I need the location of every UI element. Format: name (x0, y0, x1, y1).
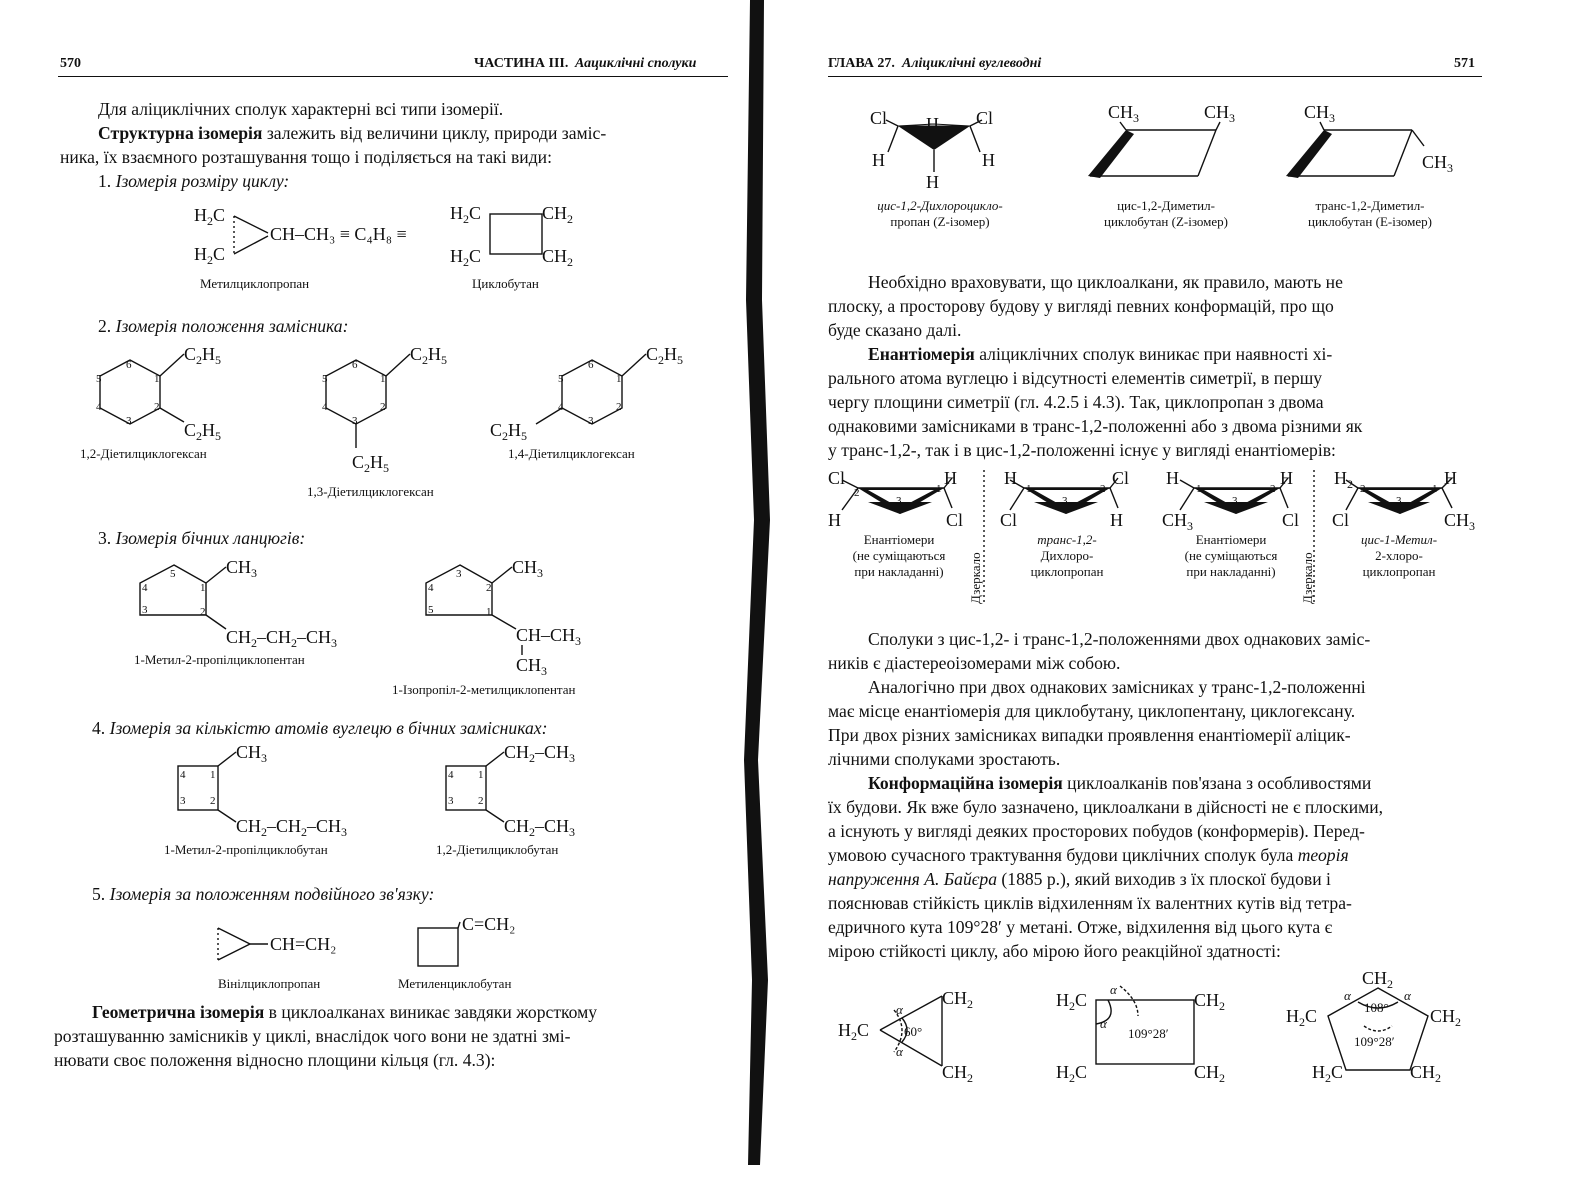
svg-text:2: 2 (854, 487, 860, 499)
svg-text:H: H (926, 114, 939, 134)
svg-text:H: H (872, 150, 885, 170)
cap-trans-dimethylcyclobutane: транс-1,2-Диметил- циклобутан (E-ізомер) (1307, 198, 1432, 229)
svg-text:4: 4 (142, 582, 148, 594)
right-page (772, 0, 1580, 1186)
svg-text:3: 3 (448, 795, 454, 807)
p5-line-7: едричного кута 109°28′ у метані. Отже, відхилення від цього кута є (828, 917, 1333, 937)
geom-line-1: Геометрична ізомерія в циклоалканах виникає завдяки жорсткому (92, 1002, 598, 1022)
svg-text:Cl: Cl (1112, 468, 1130, 488)
cap-12-diethylcyclobutane: 1,2-Діетилциклобутан (436, 842, 559, 857)
svg-text:CH2: $CH_2$ (542, 246, 574, 269)
svg-text:Cl: Cl (976, 108, 994, 128)
item5-heading: 5. Ізомерія за положенням подвійного зв'язку: (92, 884, 435, 904)
svg-text:C2H5: $C_2H_5$ (410, 344, 448, 367)
p2-line-5: у транс-1,2-, так і в цис-1,2-положенні існує у вигляді енантіомерів: (828, 440, 1336, 460)
svg-text:CH2–CH2–CH3: $CH_2-CH_2-CH_3$ (226, 627, 338, 650)
svg-text:2: 2 (210, 795, 216, 807)
svg-text:H: H (1280, 468, 1293, 488)
p1-line-3: буде сказано далі. (828, 320, 962, 340)
p3-line-1: Сполуки з цис-1,2- і транс-1,2-положеннями двох однакових заміс- (868, 629, 1371, 649)
header-part-right: ГЛАВА 27. (828, 56, 895, 71)
header-title-left: Аациклічні сполуки (575, 56, 697, 71)
structural-line-1 (98, 122, 606, 145)
cap-1-methyl-2-propylcyclopentane: 1-Метил-2-пропілциклопентан (134, 652, 305, 667)
svg-text:1: 1 (486, 606, 492, 618)
svg-text:H: H (982, 150, 995, 170)
svg-text:CH3: $CH_3$ (226, 557, 258, 580)
p5-line-8: мірою стійкості циклу, або мірою його реакційної здатності: (828, 941, 1281, 961)
page-number-left: 570 (60, 56, 81, 71)
p1-line-1: Необхідно враховувати, що циклоалкани, як правило, мають не (868, 272, 1343, 292)
svg-text:3: 3 (456, 568, 462, 580)
svg-text:CH2: $CH_2$ (1430, 1006, 1462, 1029)
cap-trans-dichloro: транс-1,2- Дихлоро- циклопропан (1030, 532, 1104, 579)
svg-text:CH3: $CH_3$ (1444, 510, 1476, 533)
svg-text:α: α (896, 1044, 903, 1059)
svg-text:H: H (1444, 468, 1457, 488)
h2c-top: $H_2C$ (194, 205, 226, 228)
svg-text:CH2–CH3: $CH_2-CH_3$ (504, 816, 576, 839)
svg-text:4: 4 (180, 769, 186, 781)
svg-text:C2H5: $C_2H_5$ (184, 420, 222, 443)
svg-text:CH3: $CH_3$ (516, 655, 548, 678)
p4-line-3: При двох різних замісниках випадки проявлення енантіомерії аліцик- (828, 725, 1351, 745)
svg-text:3: 3 (588, 415, 594, 427)
cap-vinylcyclopropane: Вінілциклопропан (218, 976, 321, 991)
p2-line-1: Енантіомерія аліциклічних сполук виникає при наявності хі- (868, 344, 1333, 364)
geom-term: Геометрична ізомерія (92, 1002, 265, 1022)
cap-methylcyclopropane: Метилциклопропан (200, 276, 310, 291)
svg-text:4: 4 (96, 401, 102, 413)
svg-text:CH2: $CH_2$ (1194, 990, 1226, 1013)
p5-line-1: Конформаційна ізомерія циклоалканів пов'язана з особливостями (868, 773, 1372, 793)
svg-text:3: 3 (142, 604, 148, 616)
cap-cis-dichlorocyclopropane: цис-1,2-Дихлороцикло- пропан (Z-ізомер) (877, 198, 1003, 229)
svg-text:H2C: $H_2C$ (838, 1020, 870, 1043)
svg-text:5: 5 (558, 373, 564, 385)
svg-text:4: 4 (558, 401, 564, 413)
mirror-label-1: Дзеркало (968, 552, 983, 604)
h2c-bottom: $H_2C$ (194, 244, 226, 267)
svg-text:3: 3 (896, 495, 902, 507)
item1-heading: 1. Ізомерія розміру циклу: (98, 171, 290, 191)
svg-text:CH3: $CH_3$ (1162, 510, 1194, 533)
p5-line-3: а існують у вигляді деяких просторових побудов (конформерів). Перед- (828, 821, 1365, 841)
svg-text:α: α (1110, 982, 1117, 997)
position-isomerism-figure (80, 340, 720, 490)
header-rule-left (58, 76, 728, 77)
header-rule-right (828, 76, 1482, 77)
vinyl-formula: CH=CH₂ (270, 934, 337, 954)
svg-text:CH2–CH2–CH3: $CH_2-CH_2-CH_3$ (236, 816, 348, 839)
svg-text:2: 2 (1100, 483, 1106, 495)
svg-text:3: 3 (1062, 495, 1068, 507)
svg-text:2: 2 (486, 582, 492, 594)
svg-text:1: 1 (936, 483, 942, 495)
angle-60: 60° (904, 1024, 923, 1039)
svg-text:CH2: $CH_2$ (942, 1062, 974, 1085)
cap-cyclobutane: Циклобутан (472, 276, 539, 291)
svg-text:2: 2 (380, 401, 386, 413)
svg-text:H: H (1004, 468, 1017, 488)
svg-text:H: H (944, 468, 957, 488)
svg-text:2: 2 (616, 401, 622, 413)
spine-shadow (742, 0, 772, 1186)
svg-text:6: 6 (588, 359, 594, 371)
svg-text:4: 4 (428, 582, 434, 594)
svg-text:CH2: $CH_2$ (1410, 1062, 1442, 1085)
p2-line-4: однаковими замісниками в транс-1,2-положенні або з двома різними як (828, 416, 1363, 436)
svg-text:CH3: $CH_3$ (1304, 102, 1336, 125)
item1-formula: CH–CH₃ ≡ C₄H₈ ≡ (270, 224, 407, 244)
svg-text:H: H (1166, 468, 1179, 488)
p5-line-6: пояснював стійкість циклів відхиленням їх валентних кутів від тетра- (828, 893, 1352, 913)
svg-text:2: 2 (154, 401, 160, 413)
left-page (0, 0, 745, 1186)
svg-text:1: 1 (616, 373, 622, 385)
svg-text:C2H5: $C_2H_5$ (646, 344, 684, 367)
svg-text:5: 5 (96, 373, 102, 385)
svg-text:CH–CH3: $CH-CH_3$ (516, 625, 582, 648)
p5-line-2: їх будови. Як вже було зазначено, циклоалкани в дійсності не є плоскими, (828, 797, 1384, 817)
svg-text:3: 3 (126, 415, 132, 427)
cap-13-diethylcyclohexane: 1,3-Діетилциклогексан (307, 484, 434, 499)
cap-14-diethylcyclohexane: 1,4-Діетилциклогексан (508, 446, 635, 461)
svg-text:3: 3 (352, 415, 358, 427)
svg-text:C2H5: $C_2H_5$ (352, 452, 390, 475)
svg-text:2: 2 (1270, 483, 1276, 495)
svg-text:H2C: $H_2C$ (450, 203, 482, 226)
svg-text:3: 3 (1232, 495, 1238, 507)
svg-text:Cl: Cl (828, 468, 846, 488)
baeyer-angles-figure (838, 966, 1478, 1086)
page-number-right: 571 (1454, 56, 1475, 71)
cap-methylenecyclobutane: Метиленциклобутан (398, 976, 512, 991)
svg-text:1: 1 (380, 373, 386, 385)
svg-text:Cl: Cl (870, 108, 888, 128)
cap-enantiomers-c: Енантіомери (не суміщаються при накладанні) (1184, 532, 1278, 579)
svg-text:H2: $H_2$ (1334, 468, 1353, 491)
geom-line-3: нювати своє положення відносно площини кільця (гл. 4.3): (54, 1050, 496, 1070)
cap-enantiomers-a: Енантіомери (не суміщаються при накладанні) (852, 532, 946, 579)
p4-line-4: лічними сполуками зростають. (828, 749, 1061, 769)
svg-text:6: 6 (352, 359, 358, 371)
p4-line-1: Аналогічно при двох однакових замісниках у транс-1,2-положенні (868, 677, 1366, 697)
svg-text:H: H (828, 510, 841, 530)
svg-text:2: 2 (1360, 483, 1366, 495)
svg-text:CH2: $CH_2$ (1194, 1062, 1226, 1085)
svg-text:CH3: $CH_3$ (1204, 102, 1236, 125)
svg-text:H: H (1110, 510, 1123, 530)
p1-line-2: плоску, а просторову будову у вигляді певних конформацій, про що (828, 296, 1334, 316)
svg-text:α: α (896, 1002, 903, 1017)
carbon-count-figure (170, 742, 610, 842)
svg-text:H2C: $H_2C$ (1286, 1006, 1318, 1029)
cap-cis-dimethylcyclobutane: цис-1,2-Диметил- циклобутан (Z-ізомер) (1103, 198, 1228, 229)
svg-text:CH2: $CH_2$ (942, 988, 974, 1011)
svg-text:Cl: Cl (1000, 510, 1018, 530)
geom-line-2: розташуванню замісників у циклі, внаслідок чого вони не здатні змі- (54, 1026, 571, 1046)
angle-10928-a: 109°28′ (1128, 1026, 1169, 1041)
structural-line-2: ника, їх взаємного розташування тощо і поділяється на такі види: (60, 147, 552, 167)
angle-108: 108° (1364, 1000, 1389, 1015)
svg-text:C2H5: $C_2H_5$ (184, 344, 222, 367)
svg-text:CH3: $CH_3$ (236, 742, 268, 765)
svg-text:H2C: $H_2C$ (1056, 1062, 1088, 1085)
enantiomerism-term: Енантіомерія (868, 344, 975, 364)
p2-line-3: чергу площини симетрії (гл. 4.2.5 і 4.3). Так, циклопропан з двома (828, 392, 1324, 412)
svg-text:2: 2 (478, 795, 484, 807)
svg-text:CH2: $CH_2$ (1362, 968, 1394, 991)
svg-text:H2C: $H_2C$ (1312, 1062, 1344, 1085)
svg-text:1: 1 (1026, 483, 1032, 495)
item3-heading: 3. Ізомерія бічних ланцюгів: (98, 528, 306, 548)
svg-text:α: α (1404, 988, 1411, 1003)
svg-text:H2C: $H_2C$ (1056, 990, 1088, 1013)
svg-text:1: 1 (1432, 483, 1438, 495)
p2-line-2: рального атома вуглецю і відсутності елементів симетрії, в першу (828, 368, 1323, 388)
svg-text:4: 4 (448, 769, 454, 781)
svg-text:3: 3 (180, 795, 186, 807)
svg-text:CH2–CH3: $CH_2-CH_3$ (504, 742, 576, 765)
svg-text:3: 3 (1396, 495, 1402, 507)
intro-text: Для аліциклічних сполук характерні всі типи ізомерії. (98, 99, 504, 119)
svg-text:α: α (1344, 988, 1351, 1003)
structural-term: Структурна ізомерія (98, 123, 263, 143)
cap-1-isopropyl-2-methylcyclopentane: 1-Ізопропіл-2-метилциклопентан (392, 682, 576, 697)
p4-line-2: має місце енантіомерія для циклобутану, циклопентану, циклогексану. (828, 701, 1356, 721)
svg-text:H: H (926, 172, 939, 192)
svg-text:C2H5: $C_2H_5$ (490, 420, 528, 443)
cap-cis-methyl-chloro: цис-1-Метил- 2-хлоро- циклопропан (1360, 532, 1438, 579)
svg-text:Cl: Cl (946, 510, 964, 530)
cap-12-diethylcyclohexane: 1,2-Діетилциклогексан (80, 446, 207, 461)
svg-text:5: 5 (322, 373, 328, 385)
svg-text:6: 6 (126, 359, 132, 371)
geometric-isomers-figure (864, 96, 1484, 206)
svg-text:1: 1 (154, 373, 160, 385)
p5-line-4: умовою сучасного трактування будови циклічних сполук була теорія (828, 845, 1349, 865)
svg-text:2: 2 (200, 606, 206, 618)
svg-text:Cl: Cl (1282, 510, 1300, 530)
conformational-term: Конформаційна ізомерія (868, 773, 1063, 793)
svg-text:CH2: $CH_2$ (542, 203, 574, 226)
svg-text:1: 1 (478, 769, 484, 781)
svg-text:5: 5 (428, 604, 434, 616)
svg-text:CH3: $CH_3$ (1108, 102, 1140, 125)
p5-line-5: напруження А. Байєра (1885 р.), який виходив з їх плоскої будови і (828, 869, 1331, 889)
header-title-right: Аліциклічні вуглеводні (902, 56, 1042, 71)
svg-text:5: 5 (170, 568, 176, 580)
header-part-left: ЧАСТИНА ІІІ. (474, 56, 569, 71)
cap-1-methyl-2-propylcyclobutane: 1-Метил-2-пропілциклобутан (164, 842, 328, 857)
svg-text:α: α (1100, 1016, 1107, 1031)
svg-text:1: 1 (200, 582, 206, 594)
svg-text:CH3: $CH_3$ (512, 557, 544, 580)
methylene-formula: C=CH₂ (462, 914, 516, 934)
structural-rest-1: залежить від величини циклу, природи заміс- (262, 123, 607, 143)
book-spine (742, 0, 772, 1186)
p3-line-2: ників є діастереоізомерами між собою. (828, 653, 1121, 673)
svg-text:1: 1 (210, 769, 216, 781)
angle-10928-b: 109°28′ (1354, 1034, 1395, 1049)
item4-heading: 4. Ізомерія за кількістю атомів вуглецю в бічних замісниках: (92, 718, 548, 738)
svg-text:H2C: $H_2C$ (450, 246, 482, 269)
svg-text:4: 4 (322, 401, 328, 413)
svg-text:CH3: $CH_3$ (1422, 152, 1454, 175)
svg-text:1: 1 (1196, 483, 1202, 495)
svg-text:Cl: Cl (1332, 510, 1350, 530)
item2-heading: 2. Ізомерія положення замісника: (98, 316, 349, 336)
double-bond-figure (210, 908, 550, 978)
mirror-label-2: Дзеркало (1300, 552, 1315, 604)
